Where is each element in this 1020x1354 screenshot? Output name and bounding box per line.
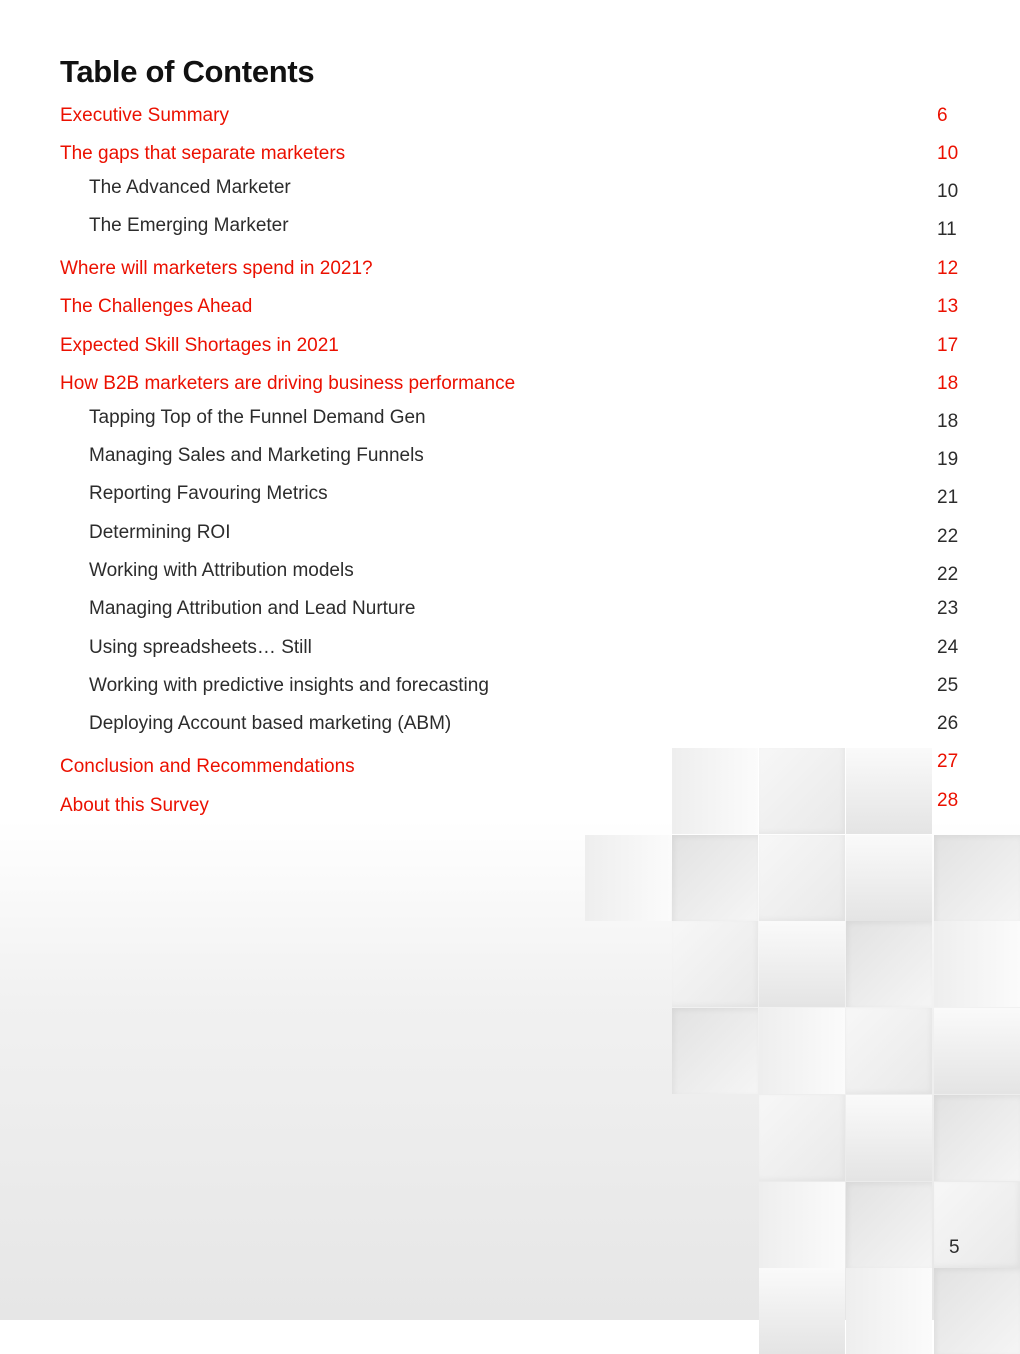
toc-entry-label: Reporting Favouring Metrics [89, 483, 328, 504]
toc-entry-page: 18 [937, 411, 959, 432]
toc-entry-label: Working with predictive insights and forecasting [89, 675, 489, 696]
toc-entry-page: 10 [937, 143, 959, 164]
toc-entry-label: Deploying Account based marketing (ABM) [89, 713, 452, 734]
toc-entry-predictive-insights[interactable] [0, 675, 1020, 703]
toc-entry-label: About this Survey [60, 795, 209, 816]
toc-entry-marketers-spend-2021[interactable] [0, 258, 1020, 286]
page-title: Table of Contents [60, 54, 315, 89]
toc-entry-page: 26 [937, 713, 959, 734]
toc-entry-conclusion-recommendations[interactable] [0, 751, 1020, 784]
toc-entry-label: The Emerging Marketer [89, 215, 289, 236]
toc-entry-page: 17 [937, 335, 959, 356]
toc-entry-page: 23 [937, 598, 959, 619]
toc-entry-page: 6 [937, 105, 948, 126]
toc-entry-label: Using spreadsheets… Still [89, 637, 312, 658]
toc-entry-label: The Advanced Marketer [89, 177, 291, 198]
toc-entry-page: 11 [937, 219, 957, 240]
toc-entry-label: Expected Skill Shortages in 2021 [60, 335, 339, 356]
toc-entry-page: 18 [937, 373, 959, 394]
toc-entry-executive-summary[interactable] [0, 105, 1020, 133]
toc-entry-account-based-marketing[interactable] [0, 713, 1020, 741]
toc-entry-about-this-survey[interactable] [0, 790, 1020, 823]
toc-entry-label: Executive Summary [60, 105, 229, 126]
toc-entry-b2b-business-performance[interactable] [0, 373, 1020, 401]
toc-entry-reporting-favouring-metrics[interactable] [0, 483, 1020, 511]
toc-entry-label: Managing Sales and Marketing Funnels [89, 445, 424, 466]
toc-entry-label: Working with Attribution models [89, 560, 354, 581]
toc-entry-label: How B2B marketers are driving business performance [60, 373, 516, 394]
toc-entry-page: 22 [937, 564, 959, 585]
toc-entry-page: 13 [937, 296, 959, 317]
toc-entry-label: Tapping Top of the Funnel Demand Gen [89, 407, 426, 428]
toc-entry-label: The Challenges Ahead [60, 296, 253, 317]
toc-entry-page: 24 [937, 637, 959, 658]
toc-entry-label: Conclusion and Recommendations [60, 756, 355, 777]
toc-entry-page: 25 [937, 675, 959, 696]
toc-entry-gaps-that-separate-marketers[interactable] [0, 143, 1020, 171]
toc-entry-attribution-lead-nurture[interactable] [0, 598, 1020, 626]
toc-entry-page: 10 [937, 181, 959, 202]
toc-entry-page: 22 [937, 526, 959, 547]
toc-entry-using-spreadsheets[interactable] [0, 637, 1020, 665]
toc-entry-page: 21 [937, 487, 959, 508]
toc-entry-attribution-models[interactable] [0, 560, 1020, 588]
toc-entry-sales-marketing-funnels[interactable] [0, 445, 1020, 473]
toc-entry-challenges-ahead[interactable] [0, 296, 1020, 324]
toc-entry-page: 28 [937, 790, 959, 811]
toc-entry-label: Determining ROI [89, 522, 231, 543]
toc-entry-label: Managing Attribution and Lead Nurture [89, 598, 416, 619]
toc-entry-page: 27 [937, 751, 959, 772]
toc-entry-determining-roi[interactable] [0, 522, 1020, 550]
toc-entry-emerging-marketer[interactable] [0, 215, 1020, 243]
page-number: 5 [949, 1237, 960, 1258]
toc-entry-skill-shortages-2021[interactable] [0, 335, 1020, 363]
toc-entry-page: 19 [937, 449, 959, 470]
toc-entry-label: The gaps that separate marketers [60, 143, 346, 164]
toc-entry-advanced-marketer[interactable] [0, 177, 1020, 205]
toc-entry-page: 12 [937, 258, 959, 279]
toc-entry-top-of-funnel-demand-gen[interactable] [0, 407, 1020, 435]
toc-entry-label: Where will marketers spend in 2021? [60, 258, 373, 279]
